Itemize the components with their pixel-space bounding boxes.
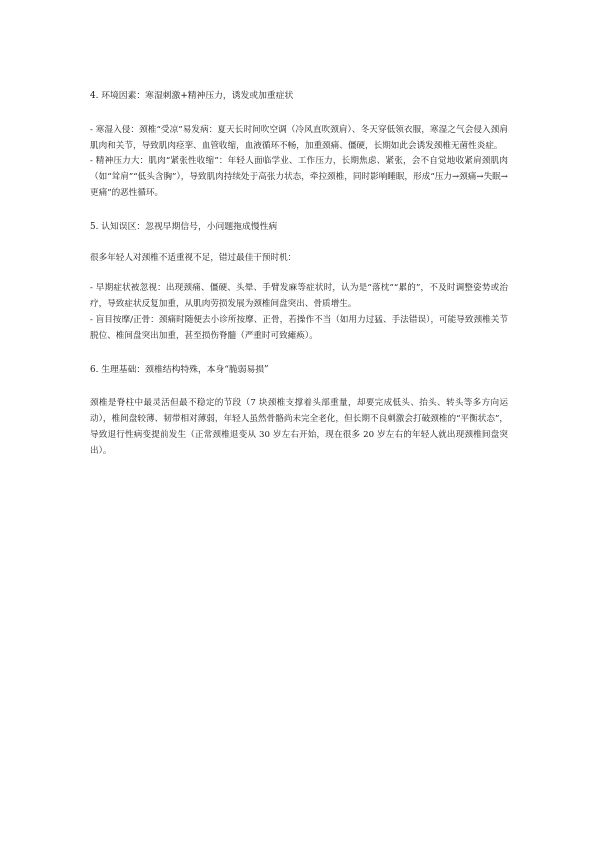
paragraph-cold-damp: - 寒湿入侵：颈椎“受凉”易发病：夏天长时间吹空调（冷风直吹颈肩）、冬天穿低领衣服，寒湿之气会侵入颈肩肌肉和关节，导致肌肉痉挛、血管收缩，血液循环不畅，加重颈痛、僵硬，长期如此会诱发颈椎无菌性炎症。 bbox=[90, 124, 508, 151]
paragraph-misconception-intro: 很多年轻人对颈椎不适重视不足，错过最佳干预时机： bbox=[90, 252, 297, 263]
document-page bbox=[90, 89, 508, 460]
paragraph-mental-stress: - 精神压力大：肌肉“紧张性收缩”：年轻人面临学业、工作压力，长期焦虑、紧张，会不自觉地收紧肩颈肌肉（如“耸肩”“低头含胸”），导致肌肉持续处于高张力状态，牵拉颈椎，同时影响睡眠，形成“压力→颈痛→失眠→更痛”的恶性循环。 bbox=[90, 156, 508, 198]
paragraph-blind-massage: - 盲目按摩/正骨：颈痛时随便去小诊所按摩、正骨，若操作不当（如用力过猛、手法错误），可能导致颈椎关节脱位、椎间盘突出加重，甚至损伤脊髓（严重时可致瘫痪）。 bbox=[90, 314, 508, 341]
section-heading-environment: 4. 环境因素：寒湿刺激+精神压力，诱发或加重症状 bbox=[90, 91, 294, 101]
section-heading-misconception: 5. 认知误区：忽视早期信号，小问题拖成慢性病 bbox=[90, 221, 278, 232]
section-heading-physiology: 6. 生理基础：颈椎结构特殊，本身“脆弱易损” bbox=[90, 364, 269, 375]
paragraph-early-signs: - 早期症状被忽视：出现颈痛、僵硬、头晕、手臂发麻等症状时，认为是“落枕”“累的”，不及时调整姿势或治疗，导致症状反复加重，从肌肉劳损发展为颈椎间盘突出、骨质增生。 bbox=[90, 283, 508, 310]
paragraph-cervical-structure: 颈椎是脊柱中最灵活但最不稳定的节段（7 块颈椎支撑着头部重量，却要完成低头、抬头、转头等多方向运动），椎间盘较薄、韧带相对薄弱，年轻人虽然骨骼尚未完全老化，但长期不良刺激会打破颈椎的“平衡状态”，导致退行性病变提前发生（正常颈椎退变从 30 岁左右开始，现在很多 20 岁左右的年轻人就出现颈椎间盘突出）。 bbox=[90, 398, 508, 456]
